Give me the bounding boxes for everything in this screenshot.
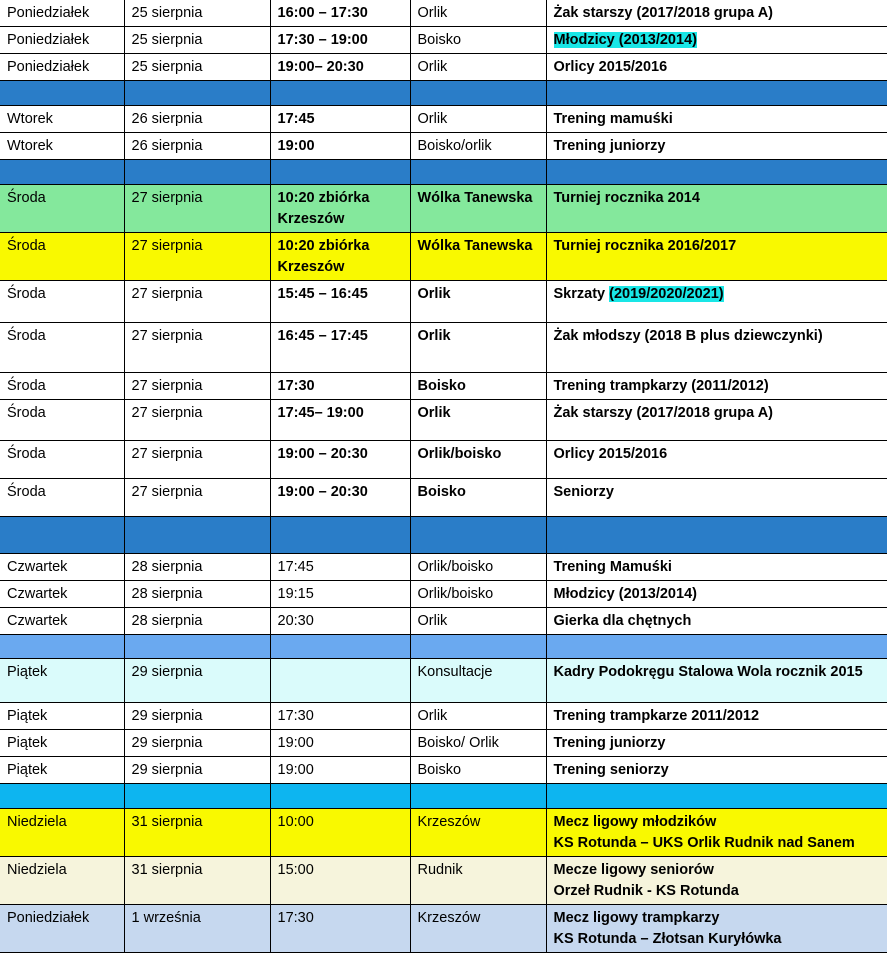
day-cell-text: Piątek — [7, 664, 48, 680]
place-cell-text: Orlik/boisko — [417, 586, 494, 602]
day-cell-text: Środa — [7, 238, 46, 254]
day-cell — [0, 479, 124, 517]
place-cell-text: Boisko/orlik — [417, 138, 492, 154]
separator-cell — [0, 635, 124, 659]
date-cell — [124, 54, 270, 81]
date-cell — [124, 441, 270, 479]
table-row — [0, 54, 887, 81]
day-cell-text: Czwartek — [7, 559, 68, 575]
time-cell-text: 10:20 zbiórka Krzeszów — [277, 190, 370, 227]
place-cell — [410, 479, 546, 517]
table-row — [0, 608, 887, 635]
table-row — [0, 809, 887, 857]
date-cell — [124, 400, 270, 441]
table-row — [0, 185, 887, 233]
day-cell-text: Wtorek — [7, 138, 53, 154]
place-cell — [410, 281, 546, 323]
date-cell-text: 27 sierpnia — [131, 446, 203, 462]
separator-cell — [546, 635, 887, 659]
separator-cell — [410, 517, 546, 554]
place-cell — [410, 730, 546, 757]
time-cell-text: 20:30 — [277, 613, 314, 629]
time-cell-text: 17:45 — [277, 559, 314, 575]
date-cell-text: 25 sierpnia — [131, 59, 203, 75]
day-cell — [0, 757, 124, 784]
event-subtitle: KS Rotunda – UKS Orlik Rudnik nad Sanem — [553, 835, 855, 851]
event-cell — [546, 400, 887, 441]
place-cell — [410, 905, 546, 953]
event-cell-text: Mecz ligowy trampkarzy — [553, 910, 720, 926]
date-cell — [124, 185, 270, 233]
date-cell — [124, 703, 270, 730]
event-cell — [546, 281, 887, 323]
time-cell-text: 19:00 — [277, 138, 315, 154]
time-cell — [270, 608, 410, 635]
place-cell — [410, 133, 546, 160]
separator-cell — [0, 160, 124, 185]
day-cell-text: Poniedziałek — [7, 59, 90, 75]
time-cell-text: 19:00 – 20:30 — [277, 484, 368, 500]
time-cell-text: 19:15 — [277, 586, 314, 602]
separator-cell — [270, 784, 410, 809]
separator-cell — [124, 784, 270, 809]
date-cell-text: 29 sierpnia — [131, 664, 203, 680]
time-cell-text: 16:00 – 17:30 — [277, 5, 368, 21]
event-cell — [546, 554, 887, 581]
time-cell — [270, 554, 410, 581]
event-cell-text: Mecz ligowy młodzików — [553, 814, 717, 830]
place-cell-text: Orlik/boisko — [417, 446, 502, 462]
date-cell — [124, 857, 270, 905]
place-cell-text: Orlik — [417, 328, 451, 344]
date-cell-text: 27 sierpnia — [131, 190, 203, 206]
place-cell — [410, 441, 546, 479]
event-cell-text: Turniej rocznika 2014 — [553, 190, 700, 206]
separator-row — [0, 517, 887, 554]
place-cell — [410, 27, 546, 54]
date-cell — [124, 133, 270, 160]
day-cell — [0, 400, 124, 441]
table-row — [0, 703, 887, 730]
event-subtitle: KS Rotunda – Złotsan Kuryłówka — [553, 931, 782, 947]
place-cell-text: Orlik — [417, 59, 448, 75]
date-cell-text: 27 sierpnia — [131, 238, 203, 254]
day-cell — [0, 608, 124, 635]
day-cell-text: Czwartek — [7, 586, 68, 602]
place-cell-text: Konsultacje — [417, 664, 493, 680]
place-cell — [410, 608, 546, 635]
day-cell-text: Środa — [7, 484, 46, 500]
event-cell-text: Trening trampkarze 2011/2012 — [553, 708, 760, 724]
time-cell-text: 17:30 — [277, 708, 314, 724]
event-cell — [546, 703, 887, 730]
date-cell — [124, 479, 270, 517]
separator-row — [0, 635, 887, 659]
day-cell — [0, 373, 124, 400]
date-cell-text: 29 sierpnia — [131, 708, 203, 724]
day-cell-text: Piątek — [7, 762, 48, 778]
day-cell-text: Poniedziałek — [7, 32, 90, 48]
event-cell-text: Orlicy 2015/2016 — [553, 446, 668, 462]
place-cell-text: Orlik — [417, 708, 448, 724]
separator-cell — [410, 81, 546, 106]
date-cell — [124, 905, 270, 953]
table-row — [0, 479, 887, 517]
place-cell — [410, 0, 546, 27]
separator-cell — [546, 784, 887, 809]
table-row — [0, 281, 887, 323]
place-cell — [410, 400, 546, 441]
place-cell — [410, 757, 546, 784]
table-row — [0, 905, 887, 953]
event-cell — [546, 757, 887, 784]
day-cell — [0, 133, 124, 160]
place-cell-text: Wólka Tanewska — [417, 190, 533, 206]
event-cell-text: Kadry Podokręgu Stalowa Wola rocznik 2015 — [553, 664, 863, 680]
separator-cell — [546, 81, 887, 106]
place-cell-text: Boisko — [417, 762, 462, 778]
event-cell — [546, 133, 887, 160]
event-cell — [546, 730, 887, 757]
time-cell — [270, 479, 410, 517]
time-cell — [270, 400, 410, 441]
event-cell-text: Młodzicy (2013/2014) — [553, 32, 697, 48]
event-cell — [546, 0, 887, 27]
event-cell-text: Mecze ligowy seniorów — [553, 862, 714, 878]
event-cell-text: Seniorzy — [553, 484, 614, 500]
day-cell — [0, 905, 124, 953]
time-cell — [270, 185, 410, 233]
time-cell — [270, 281, 410, 323]
place-cell — [410, 233, 546, 281]
place-cell — [410, 106, 546, 133]
place-cell-text: Orlik — [417, 613, 448, 629]
date-cell — [124, 608, 270, 635]
place-cell — [410, 809, 546, 857]
separator-row — [0, 784, 887, 809]
date-cell-text: 1 września — [131, 910, 201, 926]
table-row — [0, 133, 887, 160]
date-cell-text: 26 sierpnia — [131, 111, 203, 127]
time-cell — [270, 703, 410, 730]
day-cell — [0, 233, 124, 281]
event-cell-text: Trening juniorzy — [553, 138, 666, 154]
time-cell — [270, 905, 410, 953]
day-cell-text: Środa — [7, 405, 46, 421]
place-cell-text: Boisko/ Orlik — [417, 735, 499, 751]
date-cell — [124, 757, 270, 784]
table-row — [0, 730, 887, 757]
separator-cell — [270, 81, 410, 106]
day-cell — [0, 27, 124, 54]
event-cell-text: Żak starszy (2017/2018 grupa A) — [553, 405, 773, 421]
place-cell-text: Krzeszów — [417, 910, 481, 926]
place-cell-text: Orlik — [417, 5, 448, 21]
date-cell-text: 27 sierpnia — [131, 378, 203, 394]
day-cell — [0, 659, 124, 703]
event-cell-text: Trening Mamuśki — [553, 559, 672, 575]
separator-cell — [124, 517, 270, 554]
time-cell-text: 16:45 – 17:45 — [277, 328, 368, 344]
separator-row — [0, 160, 887, 185]
time-cell-text: 17:45 — [277, 111, 315, 127]
day-cell — [0, 323, 124, 373]
separator-cell — [124, 635, 270, 659]
date-cell-text: 28 sierpnia — [131, 613, 203, 629]
table-row — [0, 659, 887, 703]
table-row — [0, 0, 887, 27]
place-cell — [410, 554, 546, 581]
day-cell-text: Środa — [7, 446, 46, 462]
event-cell-text: Żak starszy (2017/2018 grupa A) — [553, 5, 773, 21]
date-cell-text: 25 sierpnia — [131, 32, 203, 48]
place-cell-text: Wólka Tanewska — [417, 238, 533, 254]
event-cell-text: Skrzaty — [553, 286, 610, 302]
time-cell-text: 19:00 — [277, 735, 314, 751]
event-cell — [546, 608, 887, 635]
place-cell — [410, 54, 546, 81]
day-cell-text: Środa — [7, 286, 46, 302]
time-cell — [270, 54, 410, 81]
time-cell — [270, 857, 410, 905]
time-cell-text: 17:30 – 19:00 — [277, 32, 368, 48]
event-cell — [546, 27, 887, 54]
event-cell-text: Trening juniorzy — [553, 735, 666, 751]
table-row — [0, 323, 887, 373]
date-cell-text: 31 sierpnia — [131, 862, 203, 878]
date-cell — [124, 281, 270, 323]
place-cell — [410, 703, 546, 730]
event-cell — [546, 659, 887, 703]
date-cell-text: 28 sierpnia — [131, 559, 203, 575]
place-cell-text: Rudnik — [417, 862, 463, 878]
day-cell — [0, 703, 124, 730]
date-cell-text: 26 sierpnia — [131, 138, 203, 154]
separator-cell — [0, 517, 124, 554]
table-row — [0, 757, 887, 784]
time-cell — [270, 27, 410, 54]
time-cell — [270, 809, 410, 857]
date-cell — [124, 730, 270, 757]
day-cell-text: Poniedziałek — [7, 910, 90, 926]
table-row — [0, 106, 887, 133]
time-cell — [270, 757, 410, 784]
event-cell — [546, 233, 887, 281]
date-cell-text: 27 sierpnia — [131, 286, 203, 302]
day-cell — [0, 185, 124, 233]
separator-cell — [124, 160, 270, 185]
separator-cell — [546, 517, 887, 554]
event-cell — [546, 106, 887, 133]
event-cell — [546, 54, 887, 81]
time-cell — [270, 730, 410, 757]
place-cell — [410, 373, 546, 400]
time-cell — [270, 106, 410, 133]
day-cell — [0, 730, 124, 757]
day-cell-text: Poniedziałek — [7, 5, 90, 21]
date-cell — [124, 373, 270, 400]
time-cell-text: 17:45– 19:00 — [277, 405, 364, 421]
day-cell-text: Środa — [7, 190, 46, 206]
day-cell — [0, 554, 124, 581]
date-cell — [124, 323, 270, 373]
event-cell-text: Orlicy 2015/2016 — [553, 59, 668, 75]
table-row — [0, 857, 887, 905]
date-cell-text: 28 sierpnia — [131, 586, 203, 602]
table-row — [0, 400, 887, 441]
separator-cell — [270, 517, 410, 554]
place-cell-text: Orlik — [417, 111, 448, 127]
place-cell-text: Orlik — [417, 405, 451, 421]
separator-cell — [124, 81, 270, 106]
place-cell — [410, 581, 546, 608]
day-cell-text: Środa — [7, 378, 46, 394]
day-cell — [0, 441, 124, 479]
place-cell — [410, 323, 546, 373]
table-row — [0, 27, 887, 54]
date-cell — [124, 659, 270, 703]
place-cell-text: Orlik — [417, 286, 451, 302]
table-row — [0, 233, 887, 281]
day-cell-text: Czwartek — [7, 613, 68, 629]
separator-cell — [410, 160, 546, 185]
event-cell — [546, 373, 887, 400]
separator-cell — [0, 81, 124, 106]
event-cell-text: Gierka dla chętnych — [553, 613, 692, 629]
place-cell — [410, 857, 546, 905]
date-cell-text: 29 sierpnia — [131, 735, 203, 751]
day-cell-text: Środa — [7, 328, 46, 344]
time-cell — [270, 581, 410, 608]
date-cell — [124, 233, 270, 281]
date-cell-text: 25 sierpnia — [131, 5, 203, 21]
day-cell — [0, 0, 124, 27]
date-cell — [124, 0, 270, 27]
separator-row — [0, 81, 887, 106]
day-cell-text: Niedziela — [7, 862, 67, 878]
date-cell-text: 27 sierpnia — [131, 484, 203, 500]
event-cell-text: Trening mamuśki — [553, 111, 673, 127]
time-cell-text: 19:00 — [277, 762, 314, 778]
separator-cell — [0, 784, 124, 809]
table-row — [0, 581, 887, 608]
day-cell — [0, 281, 124, 323]
separator-cell — [410, 635, 546, 659]
day-cell-text: Piątek — [7, 735, 48, 751]
separator-cell — [270, 160, 410, 185]
day-cell — [0, 857, 124, 905]
time-cell — [270, 0, 410, 27]
date-cell-text: 27 sierpnia — [131, 405, 203, 421]
time-cell-text: 17:30 — [277, 910, 314, 926]
time-cell — [270, 133, 410, 160]
time-cell-text: 10:00 — [277, 814, 314, 830]
event-cell — [546, 857, 887, 905]
place-cell-text: Krzeszów — [417, 814, 481, 830]
time-cell-text: 17:30 — [277, 378, 315, 394]
separator-cell — [270, 635, 410, 659]
separator-cell — [546, 160, 887, 185]
time-cell-text: 15:00 — [277, 862, 314, 878]
event-cell-text: Młodzicy (2013/2014) — [553, 586, 697, 602]
event-cell-text: Trening trampkarzy (2011/2012) — [553, 378, 769, 394]
separator-cell — [410, 784, 546, 809]
place-cell — [410, 659, 546, 703]
place-cell-text: Boisko — [417, 32, 462, 48]
place-cell — [410, 185, 546, 233]
day-cell — [0, 106, 124, 133]
place-cell-text: Orlik/boisko — [417, 559, 494, 575]
event-cell — [546, 323, 887, 373]
event-cell — [546, 441, 887, 479]
event-cell — [546, 479, 887, 517]
time-cell-text: 19:00 – 20:30 — [277, 446, 368, 462]
date-cell — [124, 106, 270, 133]
time-cell — [270, 441, 410, 479]
time-cell — [270, 659, 410, 703]
table-row — [0, 554, 887, 581]
day-cell — [0, 54, 124, 81]
event-cell — [546, 581, 887, 608]
event-highlight-text: (2019/2020/2021) — [609, 286, 724, 302]
event-cell — [546, 809, 887, 857]
event-cell-text: Trening seniorzy — [553, 762, 669, 778]
time-cell-text: 19:00– 20:30 — [277, 59, 364, 75]
event-subtitle: Orzeł Rudnik - KS Rotunda — [553, 883, 739, 899]
date-cell — [124, 554, 270, 581]
table-row — [0, 441, 887, 479]
date-cell-text: 29 sierpnia — [131, 762, 203, 778]
day-cell — [0, 809, 124, 857]
time-cell — [270, 373, 410, 400]
time-cell — [270, 233, 410, 281]
time-cell-text: 15:45 – 16:45 — [277, 286, 368, 302]
event-cell — [546, 905, 887, 953]
event-cell — [546, 185, 887, 233]
day-cell-text: Wtorek — [7, 111, 53, 127]
date-cell-text: 27 sierpnia — [131, 328, 203, 344]
table-row — [0, 373, 887, 400]
day-cell-text: Piątek — [7, 708, 48, 724]
date-cell — [124, 809, 270, 857]
day-cell — [0, 581, 124, 608]
time-cell-text: 10:20 zbiórka Krzeszów — [277, 238, 370, 275]
time-cell — [270, 323, 410, 373]
event-cell-text: Turniej rocznika 2016/2017 — [553, 238, 737, 254]
day-cell-text: Niedziela — [7, 814, 67, 830]
event-cell-text: Żak młodszy (2018 B plus dziewczynki) — [553, 328, 823, 344]
place-cell-text: Boisko — [417, 484, 466, 500]
date-cell — [124, 27, 270, 54]
date-cell-text: 31 sierpnia — [131, 814, 203, 830]
date-cell — [124, 581, 270, 608]
place-cell-text: Boisko — [417, 378, 466, 394]
